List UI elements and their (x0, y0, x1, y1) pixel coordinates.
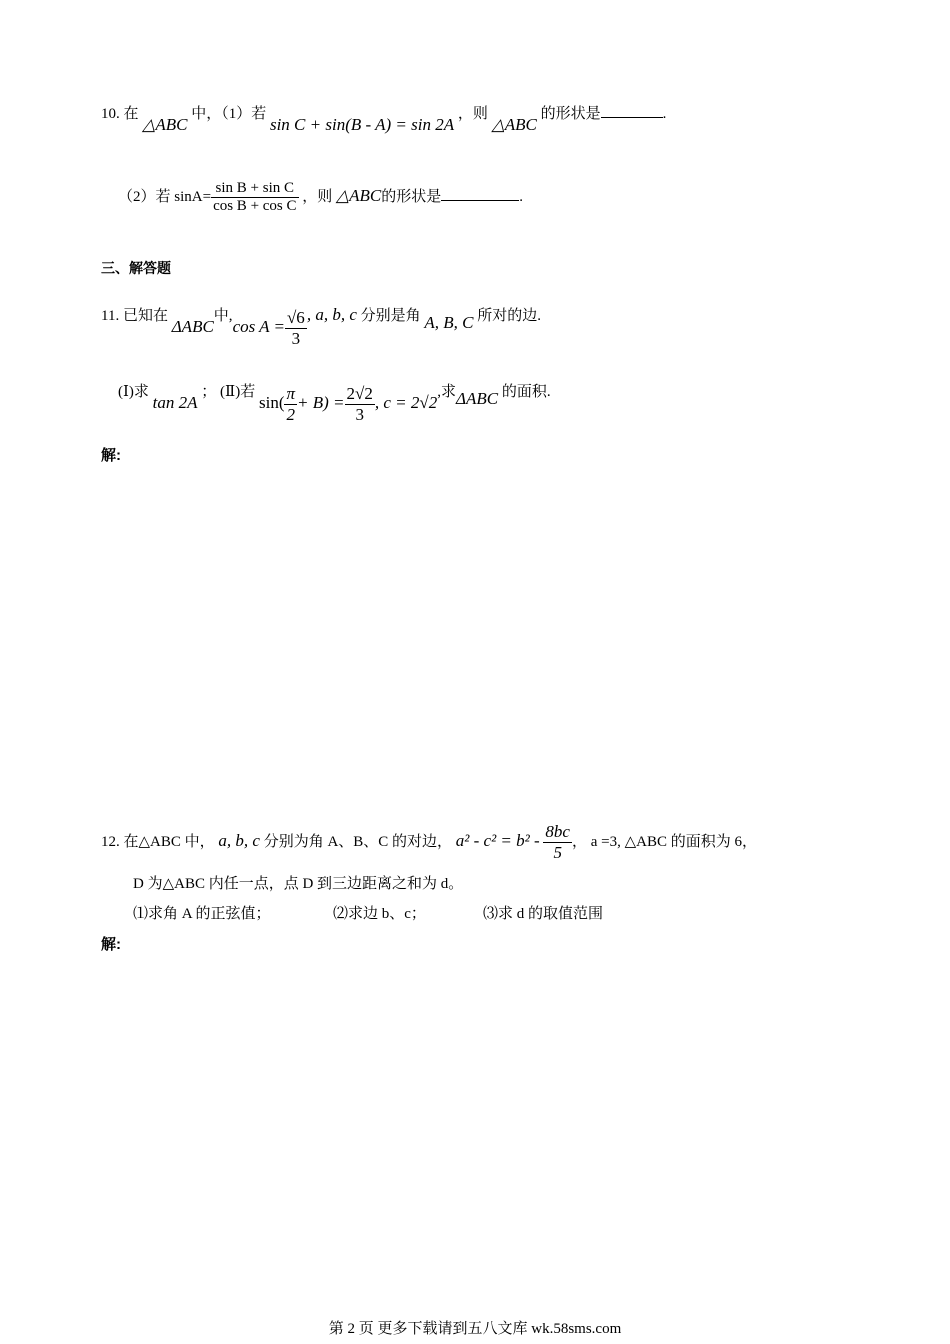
q10-then: ，则 (457, 106, 488, 122)
q12-line2: D 为△ABC 内任一点，点 D 到三边距离之和为 d。 (133, 876, 464, 892)
q11-angles: A, B, C (424, 312, 474, 332)
q11-frac2-den: 3 (355, 405, 364, 424)
q11-text2: 分别是角 (360, 307, 421, 324)
q11-c-eq: , c = 2√2 (374, 392, 438, 412)
q11-frac-den: 3 (291, 329, 301, 348)
q10-label: 10. 在 (101, 106, 139, 122)
q12-line1 (101, 822, 757, 863)
q12-line3 (133, 902, 604, 923)
q10-frac-num: sin B + sin C (211, 180, 298, 198)
q11-line1 (101, 296, 541, 348)
q11-frac-num: √6 (286, 308, 305, 327)
q10-fraction (211, 180, 298, 215)
q11-triangle: ΔABC (171, 316, 214, 336)
q12-solve: 解: (101, 936, 121, 953)
q10-line2 (118, 180, 523, 215)
period: . (662, 106, 667, 122)
q11-frac (285, 308, 307, 349)
q10-line1 (101, 102, 667, 134)
q11-tan: tan 2A (152, 392, 198, 412)
q11-frac2 (345, 384, 375, 425)
q12-a3: a =3, △ABC 的面积为 6， (590, 833, 757, 850)
q11-ask: ,求 (437, 383, 456, 400)
section-title: 三、解答题 (101, 260, 171, 276)
q11-p1: (Ⅰ)求 (118, 383, 149, 400)
q12-vars: a, b, c (218, 830, 260, 850)
q10-part2-prefix: （2）若 sinA= (118, 188, 212, 205)
q11-two: 2 (286, 405, 295, 424)
period: . (519, 188, 523, 205)
q10-triangle: △ABC (142, 115, 188, 134)
q11-sin: sin( (258, 392, 285, 412)
q10-blank-2[interactable] (441, 186, 519, 201)
q11-mid: 中, (213, 307, 233, 324)
q11-p2: (Ⅱ)若 (220, 383, 256, 400)
q11-frac2-num: 2√2 (346, 384, 373, 403)
page-footer: 第 2 页 更多下载请到五八文库 wk.58sms.com (328, 1321, 622, 1337)
q10-equation: sin C + sin(B - A) = sin 2A (269, 115, 455, 134)
q12-frac (543, 822, 572, 863)
q12-part2: ⑵求边 b、c； (333, 906, 426, 922)
q12-frac-den: 5 (553, 843, 562, 862)
q11-text3: 所对的边. (477, 307, 541, 324)
q10-blank-1[interactable] (601, 103, 663, 118)
q11-plusB: + B) = (297, 392, 345, 412)
q12-eq: a² - c² = b² - (455, 830, 540, 850)
q11-line2 (118, 372, 551, 424)
q10-part2-then: ，则 (302, 188, 333, 205)
q12-line1-c: ， (571, 833, 587, 850)
q12-line1-a: 12. 在△ABC 中， (101, 833, 215, 850)
q11-label: 11. 已知在 (101, 307, 168, 324)
q10-end: 的形状是 (540, 106, 601, 122)
q11-triangle2: ΔABC (455, 388, 499, 408)
q11-vars: , a, b, c (306, 304, 357, 324)
q11-pi: π (286, 384, 296, 403)
q12-part1: ⑴求角 A 的正弦值； (133, 906, 271, 922)
q12-part3: ⑶求 d 的取值范围 (483, 906, 604, 922)
q11-solve: 解: (101, 447, 121, 464)
q11-cos: cos A = (232, 316, 285, 336)
q11-area: 的面积. (501, 383, 551, 400)
q10-mid: 中，（1）若 (191, 106, 267, 122)
q11-p1end: ； (201, 383, 217, 400)
q10-triangle-3: △ABC (336, 185, 382, 205)
q10-triangle-2: △ABC (491, 115, 537, 134)
q12-line1-b: 分别为角 A、B、C 的对边， (263, 833, 453, 850)
q12-frac-num: 8bc (545, 822, 570, 841)
q10-frac-den: cos B + cos C (213, 198, 297, 214)
q10-part2-end: 的形状是 (381, 188, 442, 205)
q11-pi-frac (284, 384, 297, 425)
